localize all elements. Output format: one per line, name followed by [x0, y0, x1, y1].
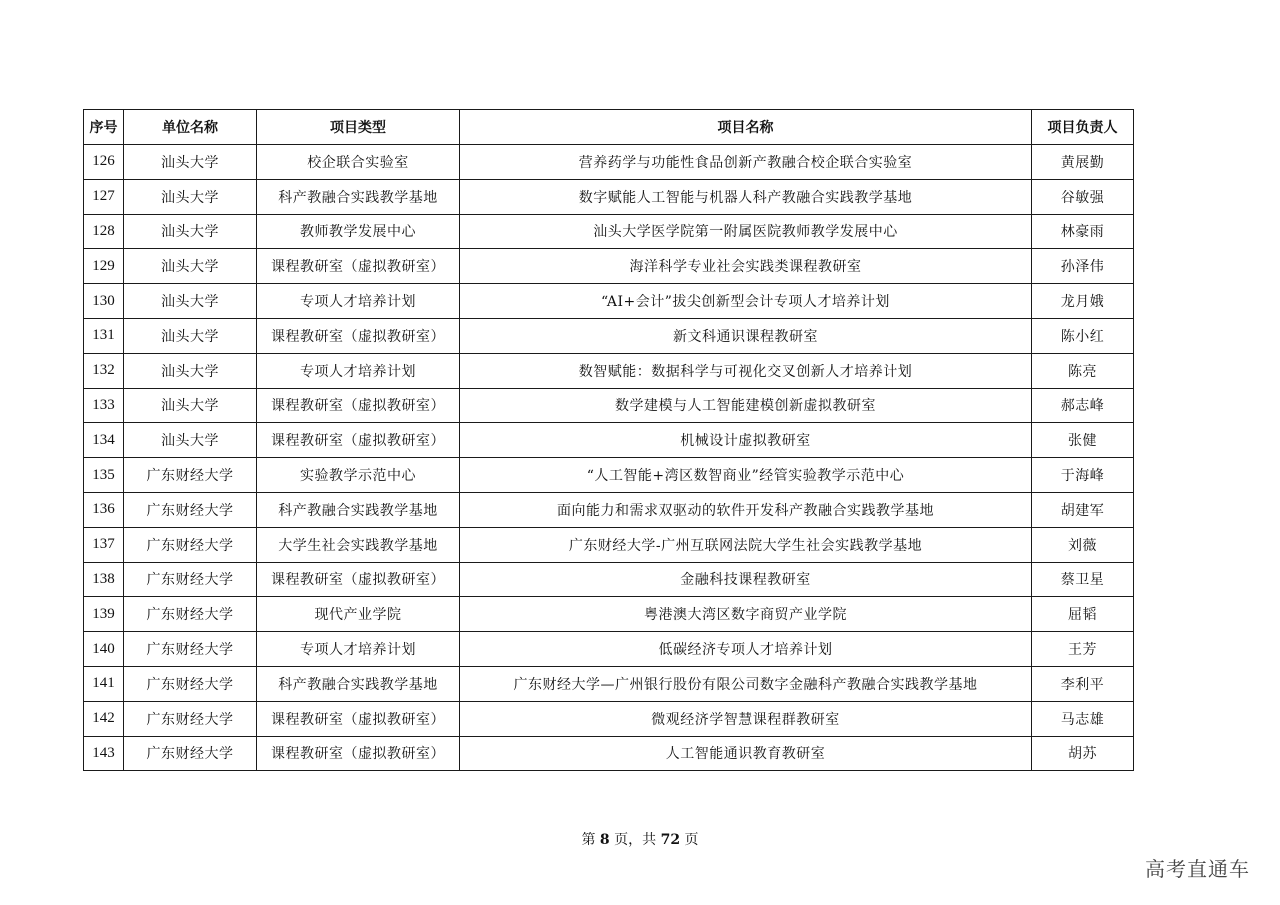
footer-prefix: 第: [581, 832, 596, 848]
cell-project-lead: 陈亮: [1032, 353, 1134, 388]
cell-project-name: 数智赋能：数据科学与可视化交叉创新人才培养计划: [460, 353, 1032, 388]
cell-project-lead: 黄展勤: [1032, 145, 1134, 180]
cell-project-name: “AI+会计”拔尖创新型会计专项人才培养计划: [460, 284, 1032, 319]
table-row: [84, 666, 1134, 701]
cell-project-type: 专项人才培养计划: [257, 353, 460, 388]
cell-project-name: 机械设计虚拟教研室: [460, 423, 1032, 458]
cell-serial: 134: [84, 423, 124, 458]
cell-project-type: 课程教研室（虚拟教研室）: [257, 318, 460, 353]
cell-serial: 126: [84, 145, 124, 180]
cell-project-name: 粤港澳大湾区数字商贸产业学院: [460, 597, 1032, 632]
cell-project-lead: 孙泽伟: [1032, 249, 1134, 284]
page-footer: [0, 829, 1280, 849]
cell-project-name: 低碳经济专项人才培养计划: [460, 632, 1032, 667]
cell-serial: 130: [84, 284, 124, 319]
header-project-name: 项目名称: [460, 110, 1032, 145]
cell-serial: 141: [84, 666, 124, 701]
cell-serial: 128: [84, 214, 124, 249]
cell-serial: 129: [84, 249, 124, 284]
cell-project-type: 专项人才培养计划: [257, 284, 460, 319]
cell-serial: 143: [84, 736, 124, 771]
cell-unit: 汕头大学: [124, 179, 257, 214]
cell-project-lead: 马志雄: [1032, 701, 1134, 736]
cell-project-type: 课程教研室（虚拟教研室）: [257, 736, 460, 771]
cell-unit: 广东财经大学: [124, 736, 257, 771]
cell-project-name: “人工智能+湾区数智商业”经管实验教学示范中心: [460, 458, 1032, 493]
cell-unit: 广东财经大学: [124, 527, 257, 562]
cell-project-name: 数学建模与人工智能建模创新虚拟教研室: [460, 388, 1032, 423]
cell-project-type: 课程教研室（虚拟教研室）: [257, 701, 460, 736]
cell-unit: 汕头大学: [124, 318, 257, 353]
cell-project-type: 科产教融合实践教学基地: [257, 666, 460, 701]
cell-unit: 广东财经大学: [124, 701, 257, 736]
table-row: [84, 179, 1134, 214]
table-row: [84, 492, 1134, 527]
cell-project-type: 课程教研室（虚拟教研室）: [257, 562, 460, 597]
header-project-lead: 项目负责人: [1032, 110, 1134, 145]
cell-project-lead: 屈韬: [1032, 597, 1134, 632]
cell-project-lead: 林豪雨: [1032, 214, 1134, 249]
cell-project-type: 科产教融合实践教学基地: [257, 492, 460, 527]
cell-unit: 广东财经大学: [124, 562, 257, 597]
cell-project-lead: 龙月娥: [1032, 284, 1134, 319]
cell-project-name: 广东财经大学-广州互联网法院大学生社会实践教学基地: [460, 527, 1032, 562]
header-unit: 单位名称: [124, 110, 257, 145]
cell-unit: 汕头大学: [124, 388, 257, 423]
cell-unit: 汕头大学: [124, 284, 257, 319]
cell-project-lead: 胡苏: [1032, 736, 1134, 771]
cell-project-name: 人工智能通识教育教研室: [460, 736, 1032, 771]
cell-serial: 140: [84, 632, 124, 667]
cell-unit: 汕头大学: [124, 214, 257, 249]
cell-serial: 132: [84, 353, 124, 388]
table-row: [84, 597, 1134, 632]
cell-project-name: 海洋科学专业社会实践类课程教研室: [460, 249, 1032, 284]
cell-project-type: 课程教研室（虚拟教研室）: [257, 423, 460, 458]
watermark-text: 高考直通车: [1145, 857, 1250, 881]
cell-project-type: 现代产业学院: [257, 597, 460, 632]
cell-project-lead: 蔡卫星: [1032, 562, 1134, 597]
cell-serial: 139: [84, 597, 124, 632]
cell-project-name: 广东财经大学—广州银行股份有限公司数字金融科产教融合实践教学基地: [460, 666, 1032, 701]
cell-project-name: 数字赋能人工智能与机器人科产教融合实践教学基地: [460, 179, 1032, 214]
table-row: [84, 249, 1134, 284]
header-serial: 序号: [84, 110, 124, 145]
cell-serial: 136: [84, 492, 124, 527]
cell-unit: 汕头大学: [124, 249, 257, 284]
footer-total-pages: 72: [660, 832, 681, 848]
table-row: [84, 353, 1134, 388]
cell-project-name: 微观经济学智慧课程群教研室: [460, 701, 1032, 736]
cell-project-lead: 李利平: [1032, 666, 1134, 701]
cell-project-lead: 胡建军: [1032, 492, 1134, 527]
cell-serial: 127: [84, 179, 124, 214]
footer-suffix: 页: [684, 832, 699, 848]
cell-project-type: 专项人才培养计划: [257, 632, 460, 667]
cell-project-lead: 刘薇: [1032, 527, 1134, 562]
table-row: [84, 632, 1134, 667]
cell-project-name: 金融科技课程教研室: [460, 562, 1032, 597]
header-project-type: 项目类型: [257, 110, 460, 145]
cell-serial: 137: [84, 527, 124, 562]
cell-unit: 广东财经大学: [124, 666, 257, 701]
cell-serial: 142: [84, 701, 124, 736]
cell-unit: 汕头大学: [124, 353, 257, 388]
table-row: [84, 388, 1134, 423]
cell-project-lead: 王芳: [1032, 632, 1134, 667]
cell-project-name: 营养药学与功能性食品创新产教融合校企联合实验室: [460, 145, 1032, 180]
table-row: [84, 423, 1134, 458]
table-row: [84, 527, 1134, 562]
cell-project-type: 实验教学示范中心: [257, 458, 460, 493]
cell-serial: 133: [84, 388, 124, 423]
table-row: [84, 145, 1134, 180]
cell-project-type: 课程教研室（虚拟教研室）: [257, 388, 460, 423]
cell-project-lead: 陈小红: [1032, 318, 1134, 353]
table-row: [84, 318, 1134, 353]
table-row: [84, 214, 1134, 249]
cell-serial: 138: [84, 562, 124, 597]
cell-unit: 汕头大学: [124, 423, 257, 458]
table-row: [84, 701, 1134, 736]
cell-project-type: 教师教学发展中心: [257, 214, 460, 249]
cell-unit: 广东财经大学: [124, 492, 257, 527]
cell-project-name: 汕头大学医学院第一附属医院教师教学发展中心: [460, 214, 1032, 249]
table-row: [84, 736, 1134, 771]
table-row: [84, 284, 1134, 319]
cell-project-type: 科产教融合实践教学基地: [257, 179, 460, 214]
table-body: [84, 145, 1134, 771]
cell-serial: 131: [84, 318, 124, 353]
cell-project-lead: 于海峰: [1032, 458, 1134, 493]
cell-unit: 广东财经大学: [124, 632, 257, 667]
table-row: [84, 562, 1134, 597]
footer-middle: 页，共: [614, 832, 657, 848]
cell-project-lead: 郝志峰: [1032, 388, 1134, 423]
cell-project-type: 课程教研室（虚拟教研室）: [257, 249, 460, 284]
cell-project-type: 校企联合实验室: [257, 145, 460, 180]
cell-unit: 广东财经大学: [124, 458, 257, 493]
footer-current-page: 8: [599, 832, 610, 848]
project-table: [83, 109, 1134, 771]
cell-project-name: 面向能力和需求双驱动的软件开发科产教融合实践教学基地: [460, 492, 1032, 527]
table-row: [84, 458, 1134, 493]
cell-unit: 汕头大学: [124, 145, 257, 180]
table-header-row: [84, 110, 1134, 145]
cell-project-lead: 张健: [1032, 423, 1134, 458]
cell-project-type: 大学生社会实践教学基地: [257, 527, 460, 562]
cell-project-name: 新文科通识课程教研室: [460, 318, 1032, 353]
cell-serial: 135: [84, 458, 124, 493]
cell-project-lead: 谷敏强: [1032, 179, 1134, 214]
cell-unit: 广东财经大学: [124, 597, 257, 632]
